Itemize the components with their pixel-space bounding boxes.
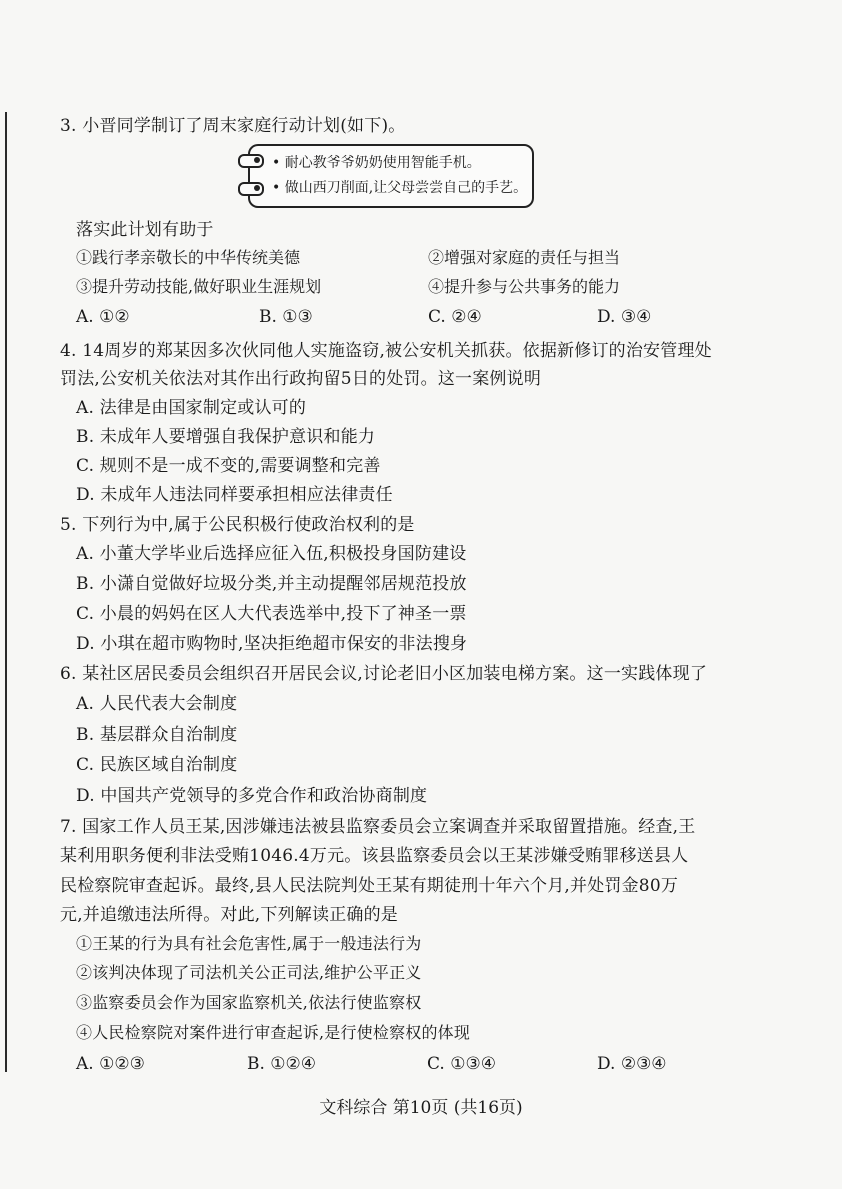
q5-stem: 5. 下列行为中,属于公民积极行使政治权利的是 xyxy=(60,515,415,535)
q7-item: ②该判决体现了司法机关公正司法,维护公平正义 xyxy=(76,963,422,982)
margin-rule xyxy=(5,112,7,1072)
q3-stem: 3. 小晋同学制订了周末家庭行动计划(如下)。 xyxy=(60,116,406,136)
q6-stem: 6. 某社区居民委员会组织召开居民会议,讨论老旧小区加装电梯方案。这一实践体现了 xyxy=(60,664,708,684)
q3-option-c: C. ②④ xyxy=(428,307,482,327)
plan-item: • 做山西刀削面,让父母尝尝自己的手艺。 xyxy=(272,180,528,196)
q4-option-d: D. 未成年人违法同样要承担相应法律责任 xyxy=(76,485,393,505)
q6-option-b: B. 基层群众自治制度 xyxy=(76,725,238,745)
q4-option-c: C. 规则不是一成不变的,需要调整和完善 xyxy=(76,456,381,476)
q3-item: ①践行孝亲敬长的中华传统美德 xyxy=(76,248,301,267)
q7-option-c: C. ①③④ xyxy=(427,1054,496,1074)
q5-option-c: C. 小晨的妈妈在区人大代表选举中,投下了神圣一票 xyxy=(76,604,467,624)
q3-item: ②增强对家庭的责任与担当 xyxy=(428,248,621,267)
q3-item: ④提升参与公共事务的能力 xyxy=(428,277,621,296)
q6-option-d: D. 中国共产党领导的多党合作和政治协商制度 xyxy=(76,786,428,806)
q4-option-a: A. 法律是由国家制定或认可的 xyxy=(76,398,307,418)
q7-stem-line: 元,并追缴违法所得。对此,下列解读正确的是 xyxy=(60,905,399,925)
plan-box xyxy=(248,144,534,208)
plan-item: • 耐心教爷爷奶奶使用智能手机。 xyxy=(272,155,481,171)
q7-item: ④人民检察院对案件进行审查起诉,是行使检察权的体现 xyxy=(76,1023,471,1042)
q3-option-d: D. ③④ xyxy=(597,307,652,327)
q3-item: ③提升劳动技能,做好职业生涯规划 xyxy=(76,277,322,296)
q7-stem-line: 民检察院审查起诉。最终,县人民法院判处王某有期徒刑十年六个月,并处罚金80万 xyxy=(60,876,679,896)
ring-icon xyxy=(238,154,264,168)
q5-option-b: B. 小潇自觉做好垃圾分类,并主动提醒邻居规范投放 xyxy=(76,574,467,594)
q5-option-d: D. 小琪在超市购物时,坚决拒绝超市保安的非法搜身 xyxy=(76,634,468,654)
q4-stem-line: 罚法,公安机关依法对其作出行政拘留5日的处罚。这一案例说明 xyxy=(60,369,542,389)
q7-stem-line: 7. 国家工作人员王某,因涉嫌违法被县监察委员会立案调查并采取留置措施。经查,王 xyxy=(60,817,696,837)
q4-stem-line: 4. 14周岁的郑某因多次伙同他人实施盗窃,被公安机关抓获。依据新修订的治安管理处 xyxy=(60,341,712,361)
q6-option-a: A. 人民代表大会制度 xyxy=(76,694,238,714)
q7-item: ③监察委员会作为国家监察机关,依法行使监察权 xyxy=(76,993,422,1012)
q3-option-a: A. ①② xyxy=(76,307,130,327)
q3-lead: 落实此计划有助于 xyxy=(76,220,214,240)
ring-icon xyxy=(238,182,264,196)
q7-item: ①王某的行为具有社会危害性,属于一般违法行为 xyxy=(76,934,422,953)
q7-option-d: D. ②③④ xyxy=(597,1054,667,1074)
page-footer: 文科综合 第10页 (共16页) xyxy=(319,1098,523,1118)
q3-option-b: B. ①③ xyxy=(259,307,313,327)
q7-stem-line: 某利用职务便利非法受贿1046.4万元。该县监察委员会以王某涉嫌受贿罪移送县人 xyxy=(60,846,689,866)
q5-option-a: A. 小董大学毕业后选择应征入伍,积极投身国防建设 xyxy=(76,544,467,564)
q4-option-b: B. 未成年人要增强自我保护意识和能力 xyxy=(76,427,376,447)
q6-option-c: C. 民族区域自治制度 xyxy=(76,755,238,775)
q7-option-b: B. ①②④ xyxy=(247,1054,317,1074)
q7-option-a: A. ①②③ xyxy=(76,1054,145,1074)
